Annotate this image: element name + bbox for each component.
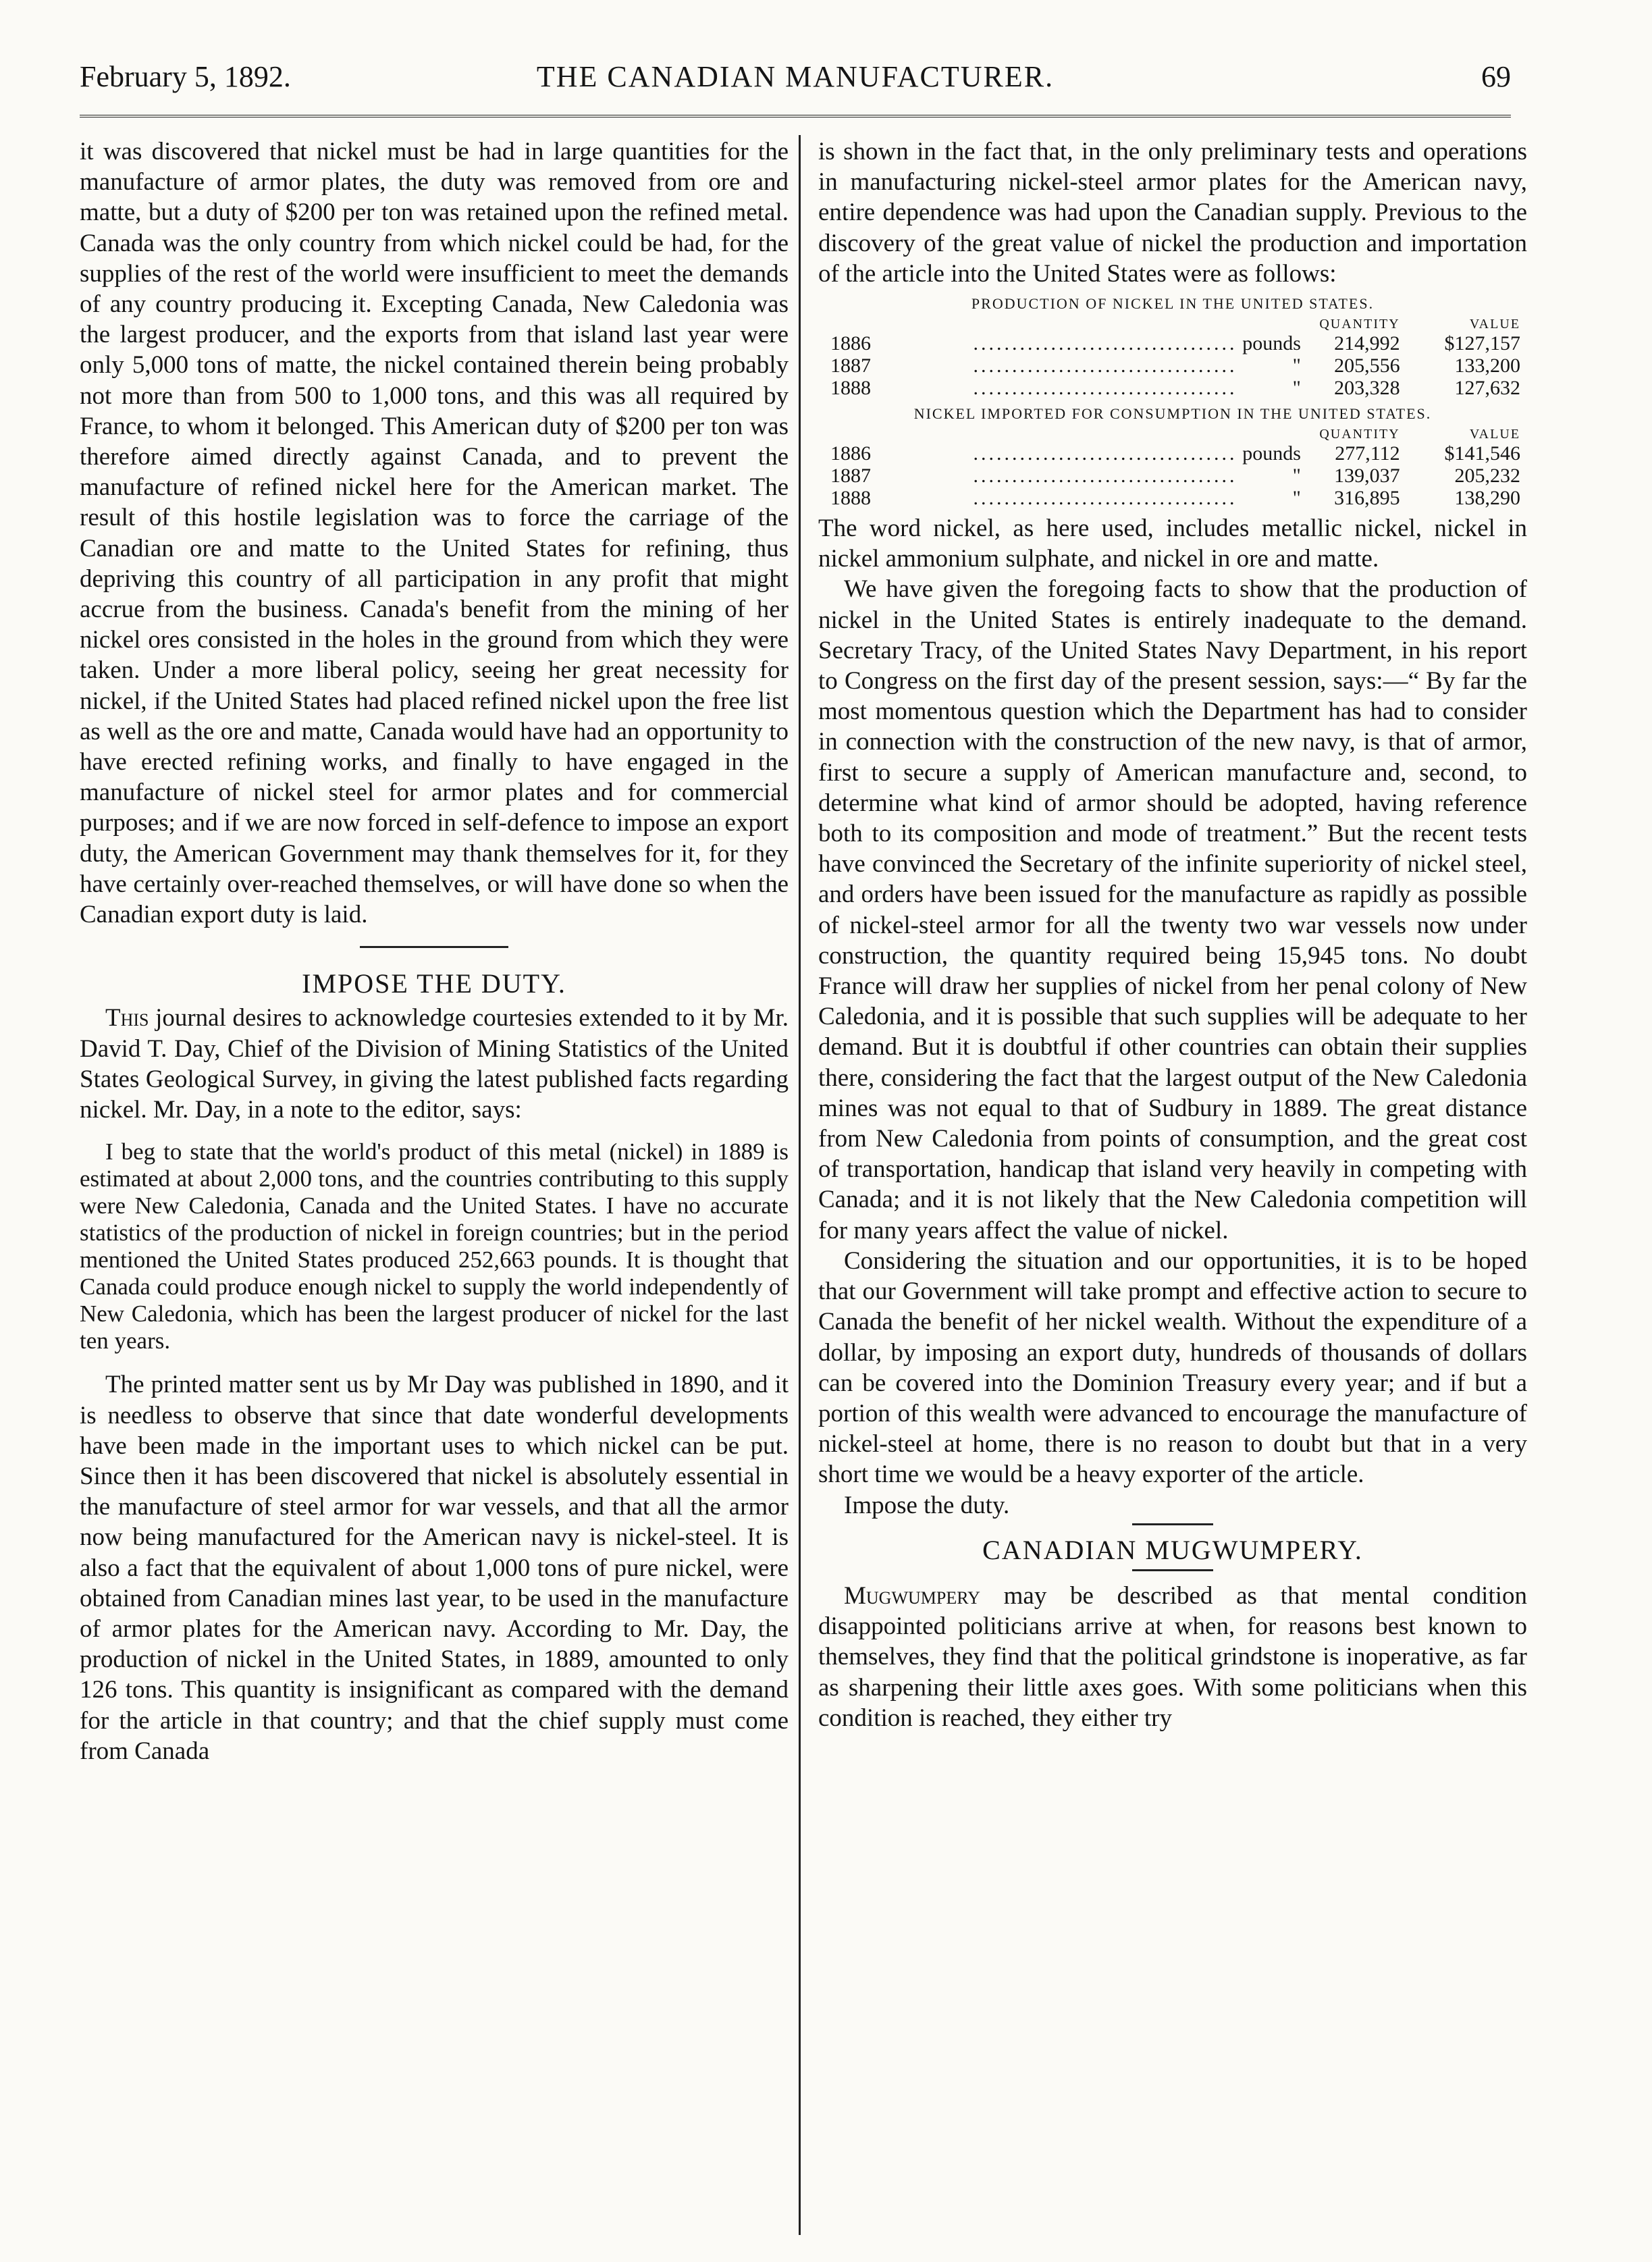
year-cell: 1886 <box>830 332 871 355</box>
unit-cell: " <box>1292 354 1301 377</box>
value-header: VALUE <box>1469 317 1520 332</box>
table-row: 1887 .................................. " 205,556 133,200 <box>818 354 1527 377</box>
value-header: VALUE <box>1469 427 1520 442</box>
unit-cell: " <box>1292 487 1301 510</box>
quantity-cell: 205,556 <box>1334 354 1400 377</box>
quantity-cell: 277,112 <box>1335 442 1400 465</box>
unit-cell: pounds <box>1242 442 1301 465</box>
paragraph: Impose the duty. <box>844 1491 1010 1519</box>
paragraph <box>818 1581 1527 1733</box>
publication-title: THE CANADIAN MANUFACTURER. <box>536 60 1055 93</box>
quantity-header: QUANTITY <box>1319 317 1400 332</box>
table-header-row <box>818 426 1527 442</box>
section-divider <box>1132 1523 1213 1525</box>
section-divider <box>360 946 508 948</box>
unit-cell: " <box>1292 465 1301 488</box>
table-row: 1888 .................................. " 203,328 127,632 <box>818 377 1527 399</box>
drop-lead: This <box>105 1004 149 1032</box>
header-rule <box>80 115 1511 117</box>
year-cell: 1888 <box>830 487 871 510</box>
page-number: 69 <box>1481 60 1511 93</box>
paragraph: Considering the situation and our opportunities, it is to be hoped that our Government will take prompt and effective action to secure to Canada the benefit of her nickel wealth. Without the expenditure of a dollar, by imposing an export duty, hundreds of thousands of dollars can be covered into the Dominion Treasury every year; and if but a portion of this wealth were advanced to encourage the manufacture of nickel-steel at home, there is no reason to doubt but that in a very short time we would be a heavy exporter of the article. <box>818 1246 1527 1489</box>
paragraph: The printed matter sent us by Mr Day was published in 1890, and it is needless to observe that since that date wonderful developments have been made in the important uses to which nickel can be put. Since then it has been discovered that nickel is absolutely essential in the manufacture of steel armor for war vessels, and that all the armor now being manufactured for the American navy is nickel-steel. It is also a fact that the equivalent of about 1,000 tons of pure nickel, were obtained from Canadian mines last year, to be used in the manufacture of armor plates for the American navy. According to Mr. Day, the production of nickel in the United States, in 1889, amounted to only 126 tons. This quantity is insignificant as compared with the demand for the article in that country; and that the chief supply must come from Canada <box>80 1371 789 1765</box>
right-column <box>818 136 1527 1733</box>
year-cell: 1888 <box>830 377 871 400</box>
paragraph <box>80 1003 789 1125</box>
value-cell: $141,546 <box>1444 442 1520 465</box>
unit-cell: " <box>1292 377 1301 400</box>
quantity-cell: 316,895 <box>1334 487 1400 510</box>
section-heading: CANADIAN MUGWUMPERY. <box>982 1534 1363 1565</box>
value-cell: 133,200 <box>1454 354 1520 377</box>
table-row: 1886 .................................. pounds 214,992 $127,157 <box>818 332 1527 354</box>
quantity-header: QUANTITY <box>1319 427 1400 442</box>
table-row: 1888 .................................. " 316,895 138,290 <box>818 487 1527 509</box>
year-cell: 1886 <box>830 442 871 465</box>
table-row: 1886 .................................. pounds 277,112 $141,546 <box>818 442 1527 465</box>
quantity-cell: 214,992 <box>1334 332 1400 355</box>
imports-table <box>818 426 1527 509</box>
paragraph-text: journal desires to acknowledge courtesies extended to it by Mr. David T. Day, Chief of the Division of Mining Statistics of the United States Geological Survey, in giving the latest published facts regarding nickel. Mr. Day, in a note to the editor, says: <box>80 1004 789 1124</box>
section-heading: IMPOSE THE DUTY. <box>302 968 566 999</box>
unit-cell: pounds <box>1242 332 1301 355</box>
table-title: NICKEL IMPORTED FOR CONSUMPTION IN THE UNITED STATES. <box>913 405 1432 423</box>
paragraph: The word nickel, as here used, includes metallic nickel, nickel in nickel ammonium sulphate, and nickel in ore and matte. <box>818 515 1527 573</box>
table-header-row <box>818 316 1527 332</box>
year-cell: 1887 <box>830 465 871 488</box>
value-cell: 205,232 <box>1454 465 1520 488</box>
value-cell: 127,632 <box>1454 377 1520 400</box>
quoted-note: I beg to state that the world's product of this metal (nickel) in 1889 is estimated at about 2,000 tons, and the countries contributing to this supply were New Caledonia, Canada and the United States. I have no accurate statistics of the production of nickel in foreign countries; but in the period mentioned the United States produced 252,663 pounds. It is thought that Canada could produce enough nickel to supply the world independently of New Caledonia, which has been the largest producer of nickel for the last ten years. <box>80 1138 789 1354</box>
quantity-cell: 203,328 <box>1334 377 1400 400</box>
column-rule <box>799 135 801 2235</box>
paragraph: is shown in the fact that, in the only preliminary tests and operations in manufacturing nickel-steel armor plates for the American navy, entire dependence was had upon the Canadian supply. Previous to the discovery of the great value of nickel the production and importation of the article into the United States were as follows: <box>818 138 1527 288</box>
production-table <box>818 316 1527 399</box>
year-cell: 1887 <box>830 354 871 377</box>
value-cell: $127,157 <box>1444 332 1520 355</box>
quantity-cell: 139,037 <box>1334 465 1400 488</box>
drop-lead: Mugwumpery <box>844 1581 980 1610</box>
left-column <box>80 136 789 1766</box>
table-title: PRODUCTION OF NICKEL IN THE UNITED STATES. <box>971 295 1375 313</box>
paragraph-text: may be described as that mental condition disappointed politicians arrive at when, for reasons best known to themselves, they find that the political grindstone is inoperative, as far as sharpening their little axes goes. With some politicians when this condition is reached, they either try <box>818 1581 1527 1732</box>
paragraph: We have given the foregoing facts to show that the production of nickel in the United States is entirely inadequate to the demand. Secretary Tracy, of the United States Navy Department, in his report to Congress on the first day of the present session, says:—“ By far the most momentous question which the Department has had to consider in connection with the construction of the new navy, is that of armor, first to secure a supply of American manufacture and, second, to determine what kind of armor should be adopted, having reference both to its composition and mode of treatment.” But the recent tests have convinced the Secretary of the infinite superiority of nickel steel, and orders have been issued for the manufacture as rapidly as possible of nickel-steel armor for all the twenty two war vessels now under construction, the quantity required being 15,945 tons. No doubt France will draw her supplies of nickel from her penal colony of New Caledonia, and it is possible that such supplies will be adequate to her demand. But it is doubtful if other countries can obtain their supplies there, considering the fact that the largest output of the New Caledonia mines was not equal to that of Sudbury in 1889. The great distance from New Caledonia from points of consumption, and the great cost of transportation, handicap that island very heavily in competing with Canada; and it is not likely that the New Caledonia competition will for many years affect the value of nickel. <box>818 575 1527 1244</box>
article-continuation: it was discovered that nickel must be had in large quantities for the manufacture of armor plates, the duty was removed from ore and matte, but a duty of $200 per ton was retained upon the refined metal. Canada was the only country from which nickel could be had, for the supplies of the rest of the world were insufficient to meet the demands of any country producing it. Excepting Canada, New Caledonia was the largest producer, and the exports from that island last year were only 5,000 tons of matte, the nickel contained therein being probably not more than from 500 to 1,000 tons, and this was all required by France, to whom it belonged. This American duty of $200 per ton was therefore aimed directly against Canada, and to prevent the manufacture of refined nickel here for the American market. The result of this hostile legislation was to force the carriage of the Canadian ore and matte to the United States for refining, thus depriving this country of all participation in any profit that might accrue from the business. Canada's benefit from the mining of her nickel ores consisted in the holes in the ground from which they were taken. Under a more liberal policy, seeing her great necessity for nickel, if the United States had placed refined nickel upon the free list as well as the ore and matte, Canada would have had an opportunity to have erected refining works, and finally to have engaged in the manufacture of nickel steel for armor plates and for commercial purposes; and if we are now forced in self-defence to impose an export duty, the American Government may thank themselves for it, for they have certainly over-reached themselves, or will have done so when the Canadian export duty is laid. <box>80 138 789 929</box>
table-row: 1887 .................................. " 139,037 205,232 <box>818 465 1527 487</box>
value-cell: 138,290 <box>1454 487 1520 510</box>
issue-date: February 5, 1892. <box>80 60 291 93</box>
section-divider <box>1132 1569 1213 1571</box>
page-header <box>80 59 1511 108</box>
